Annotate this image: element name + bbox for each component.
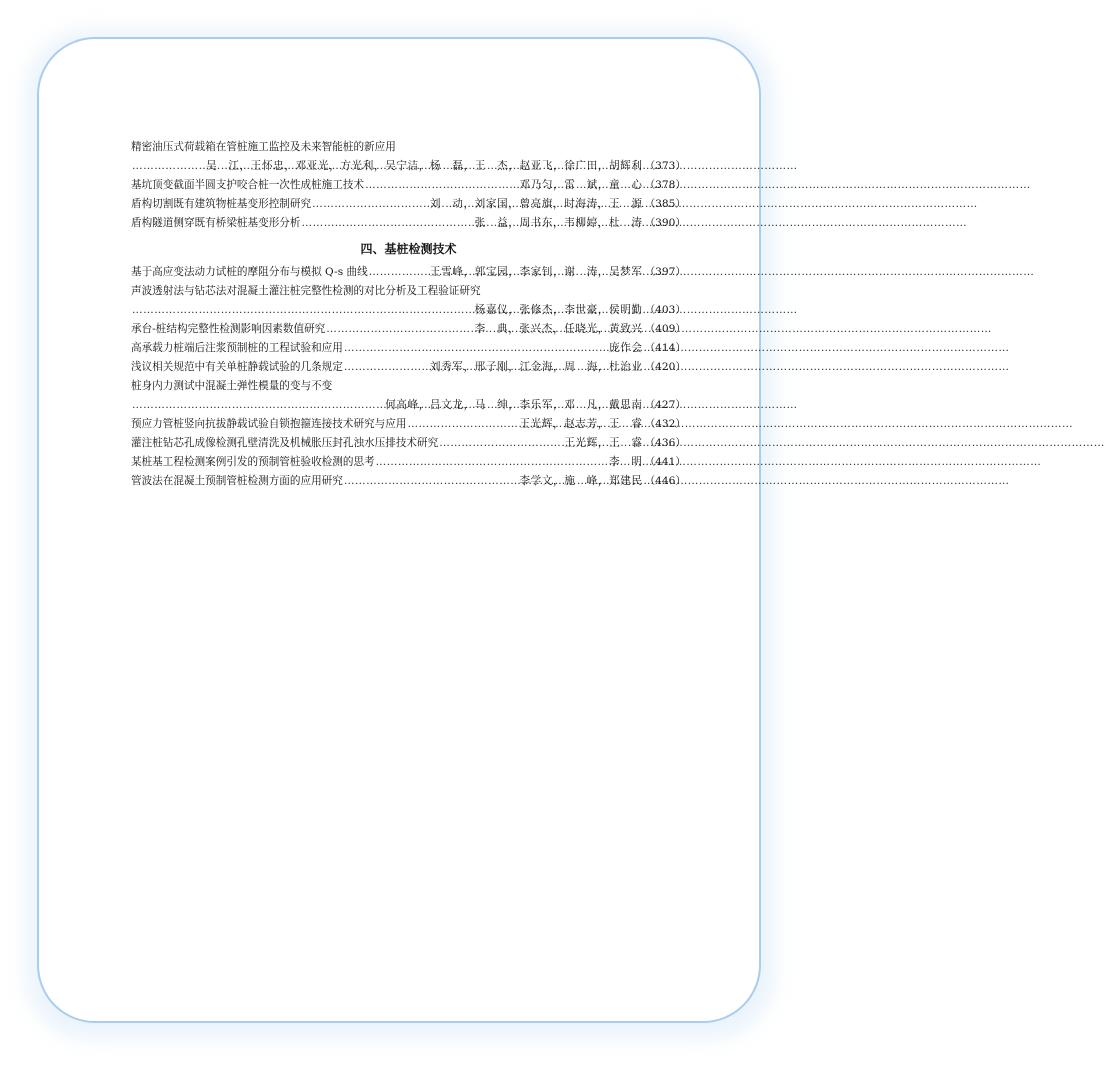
entry-title: 浅议相关规范中有关单桩静载试验的几条规定 xyxy=(131,361,343,373)
entry-page-number: （427） xyxy=(644,399,686,411)
dot-leader xyxy=(326,320,473,339)
entry-title: 精密油压式荷载箱在管桩施工监控及未来智能桩的新应用 xyxy=(131,141,396,153)
entry-page-number: （446） xyxy=(644,475,686,487)
dot-leader xyxy=(302,214,474,233)
entry-authors: 刘秀军，邢子刚，江金海，周 海，杜治业 xyxy=(429,361,643,373)
entry-page-number: （373） xyxy=(644,160,686,172)
entry-page-number: （390） xyxy=(644,217,686,229)
toc-entry xyxy=(131,157,686,176)
entry-title: 桩身内力测试中混凝土弹性模量的变与不变 xyxy=(131,380,333,392)
toc-entry xyxy=(131,472,686,491)
entry-page-number: （436） xyxy=(644,437,686,449)
entry-authors: 李学文，施 峰，郑建民 xyxy=(519,475,643,487)
toc-entry xyxy=(131,263,686,282)
dot-leader xyxy=(132,301,474,320)
entry-title: 基坑顶变截面半圆支护咬合桩一次性成桩施工技术 xyxy=(131,179,365,191)
entry-authors: 李 典，张兴杰，任晓光，黄致兴 xyxy=(474,323,643,335)
dot-leader xyxy=(369,263,429,282)
toc-entry xyxy=(131,320,686,339)
toc-entry xyxy=(131,453,686,472)
toc-entry xyxy=(131,377,686,396)
table-of-contents xyxy=(131,138,686,491)
entry-title: 管波法在混凝土预制管桩检测方面的应用研究 xyxy=(131,475,343,487)
toc-entry xyxy=(131,176,686,195)
entry-authors: 张 益，周书东，韦柳婷，杜 涛 xyxy=(474,217,643,229)
toc-group-after xyxy=(131,263,686,491)
entry-title: 高承载力桩端后注浆预制桩的工程试验和应用 xyxy=(131,342,343,354)
entry-page-number: （414） xyxy=(644,342,686,354)
dot-leader xyxy=(312,195,429,214)
toc-group-before xyxy=(131,138,686,233)
dot-leader xyxy=(376,453,608,472)
entry-title: 基于高应变法动力试桩的摩阻分布与模拟 Q-s 曲线 xyxy=(131,266,368,278)
dot-leader xyxy=(407,415,518,434)
entry-title: 某桩基工程检测案例引发的预制管桩验收检测的思考 xyxy=(131,456,375,468)
toc-entry xyxy=(131,358,686,377)
entry-page-number: （385） xyxy=(644,198,686,210)
entry-page-number: （409） xyxy=(644,323,686,335)
toc-entry xyxy=(131,434,686,453)
entry-title: 承台-桩结构完整性检测影响因素数值研究 xyxy=(131,323,326,335)
toc-entry xyxy=(131,339,686,358)
entry-page-number: （420） xyxy=(644,361,686,373)
entry-page-number: （432） xyxy=(644,418,686,430)
toc-entry xyxy=(131,415,686,434)
dot-leader xyxy=(344,358,429,377)
entry-page-number: （397） xyxy=(644,266,686,278)
entry-authors: 邓乃匀，雷 斌，童 心 xyxy=(519,179,643,191)
dot-leader xyxy=(132,157,205,176)
entry-authors: 吴 江，王怀忠，邓亚光，方光利，吴宁洁，杨 磊，王 杰，赵亚飞，徐广田，胡辉利 xyxy=(206,160,643,172)
dot-leader xyxy=(365,176,518,195)
toc-entry xyxy=(131,396,686,415)
entry-authors: 王雪峰，郭宝园，李家钊，谢 涛，吴梦军 xyxy=(429,266,643,278)
toc-entry xyxy=(131,214,686,233)
entry-authors: 何高峰，吕文龙，马 绅，李乐军，邓 凡，戴思南 xyxy=(385,399,643,411)
dot-leader xyxy=(132,396,384,415)
entry-page-number: （441） xyxy=(644,456,686,468)
entry-authors: 刘 动，刘家国，曾亮旗，时海涛，王 源 xyxy=(429,198,643,210)
entry-page-number: （378） xyxy=(644,179,686,191)
entry-authors: 王光辉，赵志芳，王 睿 xyxy=(519,418,643,430)
entry-title: 盾构隧道侧穿既有桥梁桩基变形分析 xyxy=(131,217,301,229)
entry-title: 盾构切割既有建筑物桩基变形控制研究 xyxy=(131,198,312,210)
entry-title: 声波透射法与钻芯法对混凝土灌注桩完整性检测的对比分析及工程验证研究 xyxy=(131,285,481,297)
toc-entry xyxy=(131,138,686,157)
entry-authors: 杨嘉仪，张修杰，李世豪，侯明勤 xyxy=(474,304,643,316)
entry-page-number: （403） xyxy=(644,304,686,316)
toc-entry xyxy=(131,301,686,320)
dot-leader xyxy=(344,472,519,491)
entry-authors: 庞作会 xyxy=(608,342,643,354)
section-heading: 四、基桩检测技术 xyxy=(360,242,457,256)
dot-leader xyxy=(344,339,608,358)
toc-entry xyxy=(131,282,686,301)
entry-title: 灌注桩钻芯孔成像检测孔壁清洗及机械胀压封孔浊水压排技术研究 xyxy=(131,437,439,449)
entry-title: 预应力管桩竖向抗拔静载试验自锁抱箍连接技术研究与应用 xyxy=(131,418,407,430)
entry-authors: 李 明 xyxy=(608,456,643,468)
toc-entry xyxy=(131,195,686,214)
dot-leader xyxy=(439,434,563,453)
entry-authors: 王光辉，王 睿 xyxy=(564,437,643,449)
